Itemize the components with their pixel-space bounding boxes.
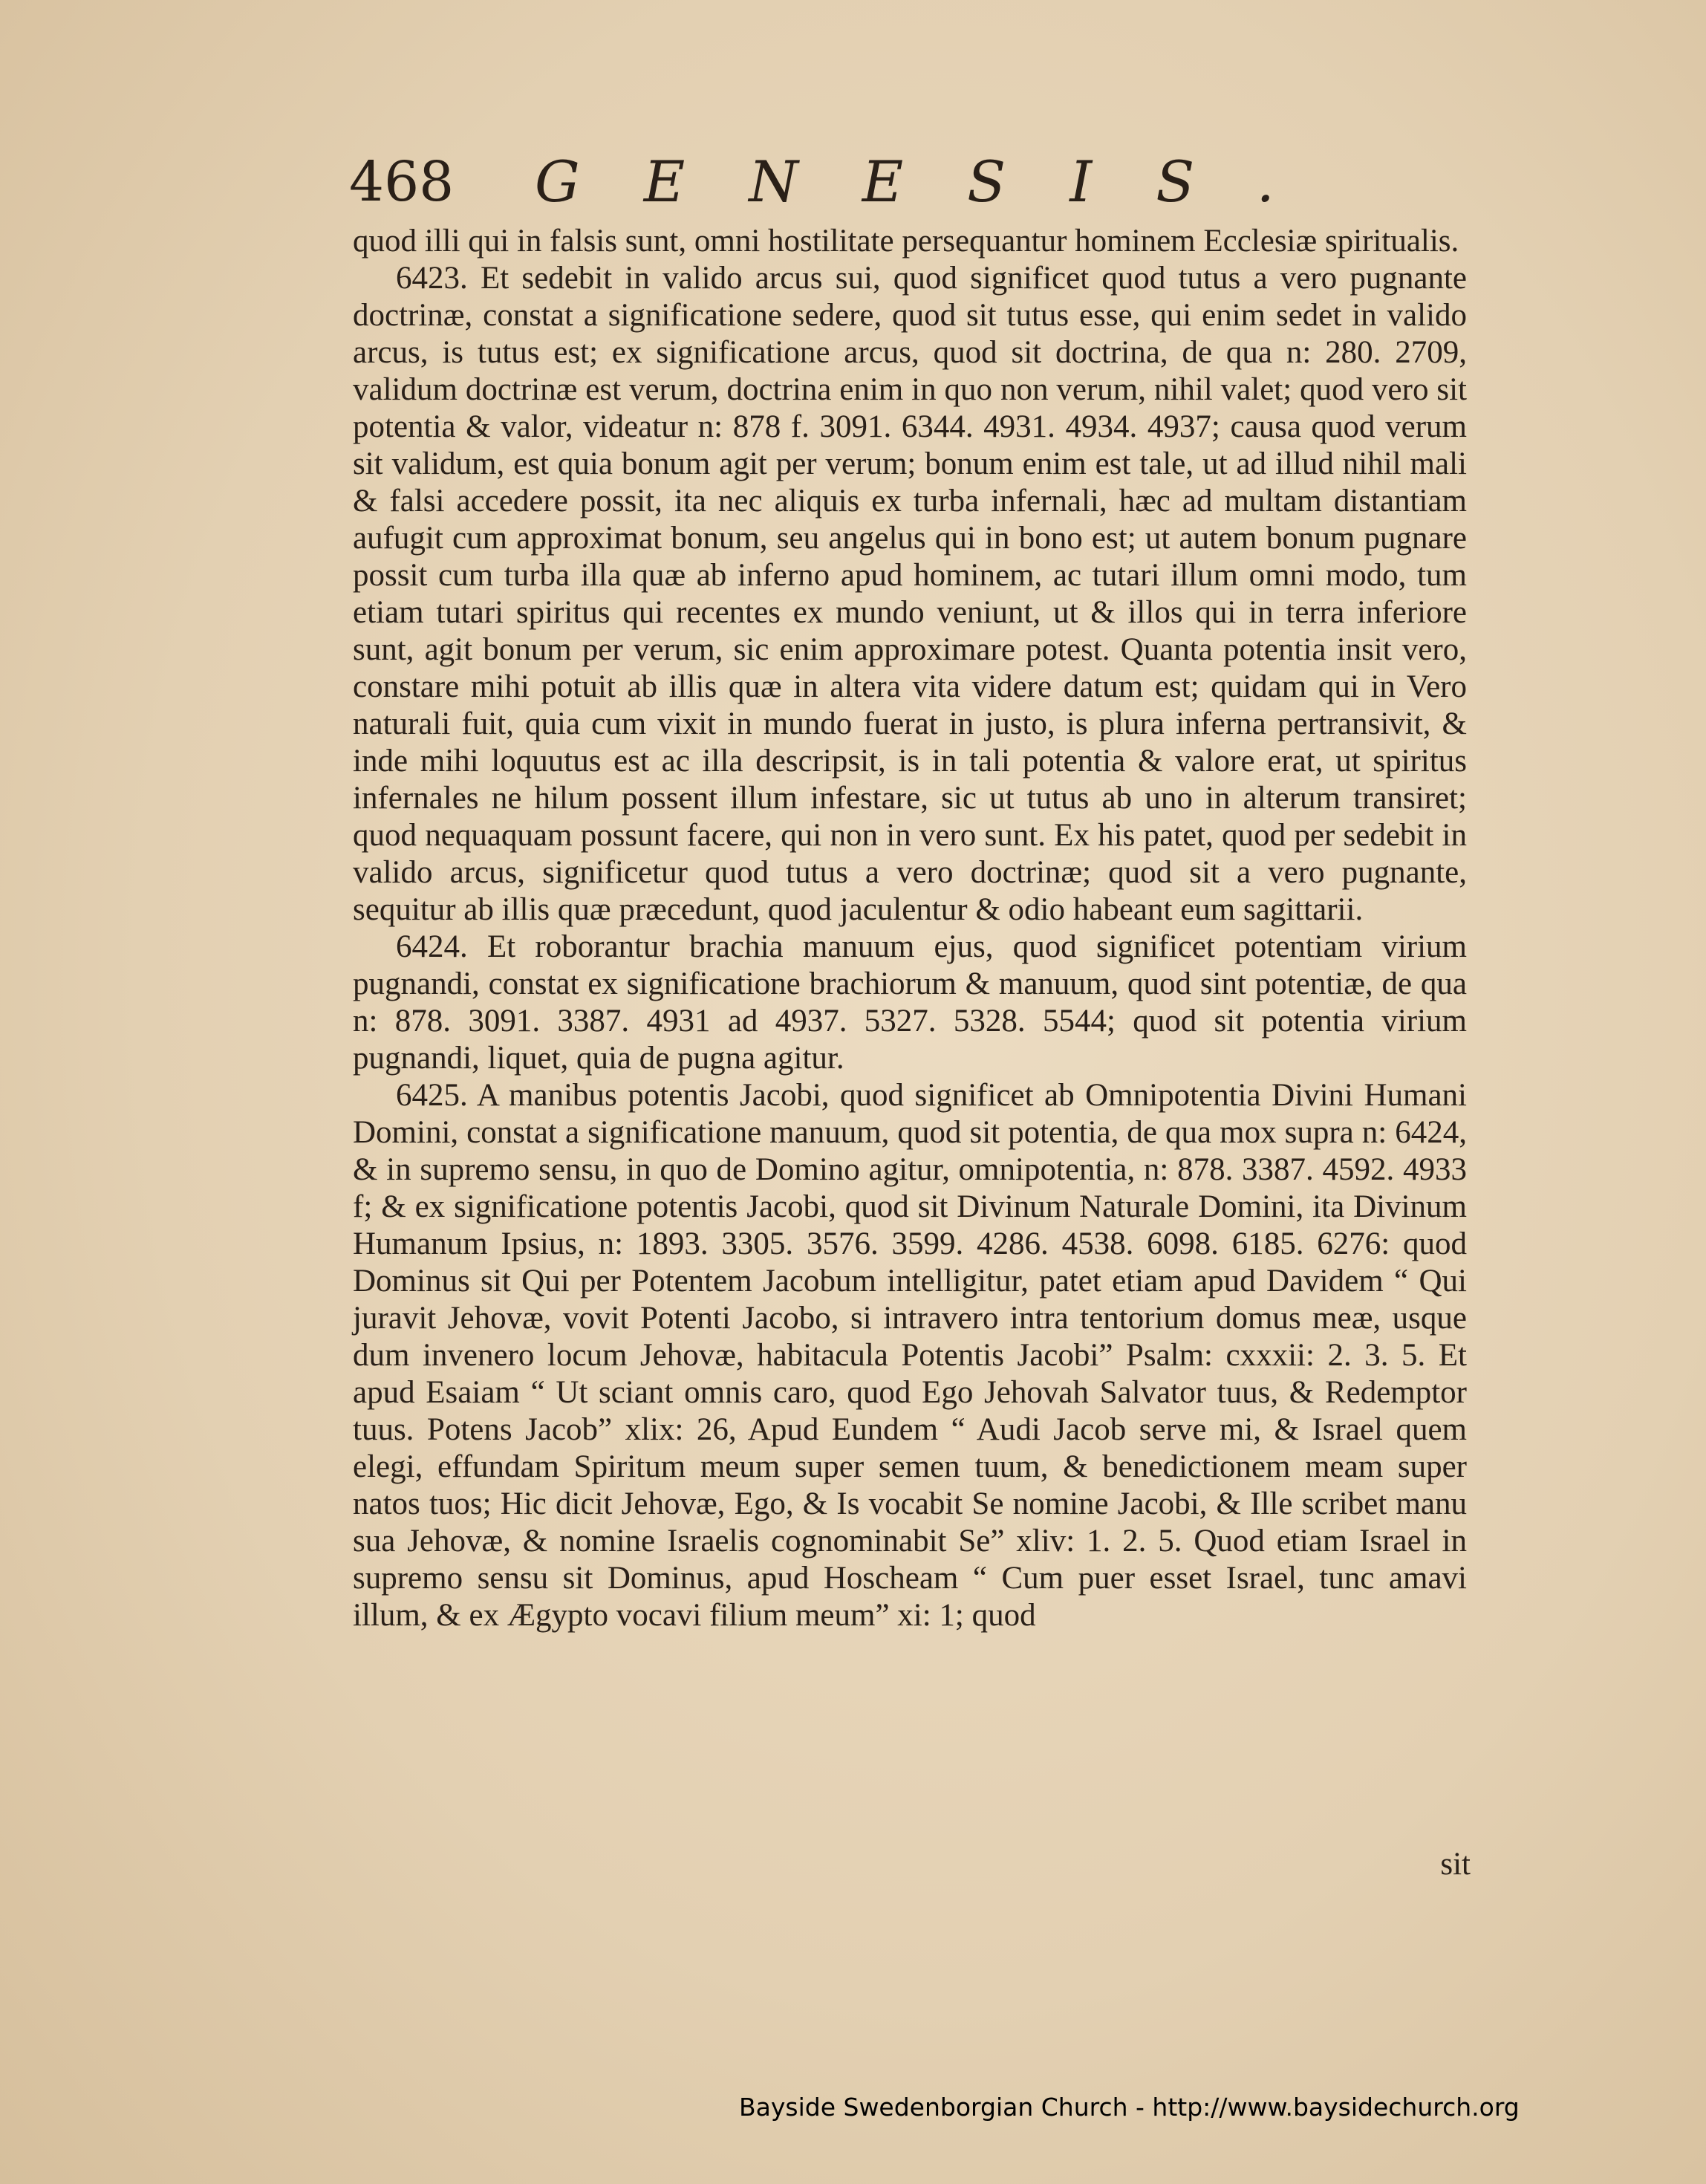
- page-number: 468: [349, 150, 455, 214]
- paragraph-6423: 6423. Et sedebit in valido arcus sui, quod significet quod tutus a vero pugnante doctrinæ, constat a significatione sedere, quod sit tutus esse, qui enim sedet in valido arcus, is tutus est; ex significatione arcus, quod sit doctrina, de qua n: 280. 2709, validum doctrinæ est verum, doctrina enim in quo non verum, nihil valet; quod vero sit potentia & valor, videatur n: 878 f. 3091. 6344. 4931. 4934. 4937; causa quod verum sit validum, est quia bonum agit per verum; bonum enim est tale, ut ad illud nihil mali & falsi accedere possit, ita nec aliquis ex turba infernali, hæc ad multam distantiam aufugit cum approximat bonum, seu angelus qui in bono est; ut autem bonum pugnare possit cum turba illa quæ ab inferno apud hominem, ac tutari illum omni modo, tum etiam tutari spiritus qui recentes ex mundo veniunt, ut & illos qui in terra inferiore sunt, agit bonum per verum, sic enim approximare potest. Quanta potentia insit vero, constare mihi potuit ab illis quæ in altera vita videre datum est; quidam qui in Vero naturali fuit, quia cum vixit in mundo fuerat in justo, is plura inferna pertransivit, & inde mihi loquutus est ac illa descripsit, is in tali potentia & valore erat, ut spiritus infernales ne hilum possent illum infestare, sic ut tutus ab uno in alterum transiret; quod nequaquam possunt facere, qui non in vero sunt. Ex his patet, quod per sedebit in valido arcus, significetur quod tutus a vero doctrinæ; quod sit a vero pugnante, sequitur ab illis quæ præcedunt, quod jaculentur & odio habeant eum sagittarii.: [353, 261, 1467, 927]
- catchword: sit: [1440, 1847, 1471, 1882]
- paragraph-6425: 6425. A manibus potentis Jacobi, quod significet ab Omnipotentia Divini Humani Domini, constat a significatione manuum, quod sit potentia, de qua mox supra n: 6424, & in supremo sensu, in quo de Domino agitur, omnipotentia, n: 878. 3387. 4592. 4933 f; & ex significatione potentis Jacobi, quod sit Divinum Naturale Domini, ita Divinum Humanum Ipsius, n: 1893. 3305. 3576. 3599. 4286. 4538. 6098. 6185. 6276: quod Dominus sit Qui per Potentem Jacobum intelligitur, patet etiam apud Davidem “ Qui juravit Jehovæ, vovit Potenti Jacobo, si intravero intra tentorium domus meæ, usque dum invenero locum Jehovæ, habitacula Potentis Jacobi” Psalm: cxxxii: 2. 3. 5. Et apud Esaiam “ Ut sciant omnis caro, quod Ego Jehovah Salvator tuus, & Redemptor tuus. Potens Jacob” xlix: 26, Apud Eundem “ Audi Jacob serve mi, & Israel quem elegi, effundam Spiritum meum super semen tuum, & benedictionem meam super natos tuos; Hic dicit Jehovæ, Ego, & Is vocabit Se nomine Jacobi, & Ille scribet manu sua Jehovæ, & nomine Israelis cognominabit Se” xliv: 1. 2. 5. Quod etiam Israel in supremo sensu sit Dominus, apud Hoscheam “ Cum puer esset Israel, tunc amavi illum, & ex Ægypto vocavi filium meum” xi: 1; quod: [353, 1078, 1467, 1633]
- running-title: GENESIS.: [535, 149, 1338, 215]
- paragraph-6424: 6424. Et roborantur brachia manuum ejus, quod significet potentiam virium pugnandi, constat ex significatione brachiorum & manuum, quod sint potentiæ, de qua n: 878. 3091. 3387. 4931 ad 4937. 5327. 5328. 5544; quod sit potentia virium pugnandi, liquet, quia de pugna agitur.: [353, 929, 1467, 1076]
- body-text: [353, 223, 1467, 1634]
- watermark-text: Bayside Swedenborgian Church - http://www.baysidechurch.org: [739, 2093, 1520, 2122]
- paragraph-continuation: quod illi qui in falsis sunt, omni hostilitate persequantur hominem Ecclesiæ spiritualis.: [353, 224, 1459, 259]
- page-header: [349, 145, 1441, 219]
